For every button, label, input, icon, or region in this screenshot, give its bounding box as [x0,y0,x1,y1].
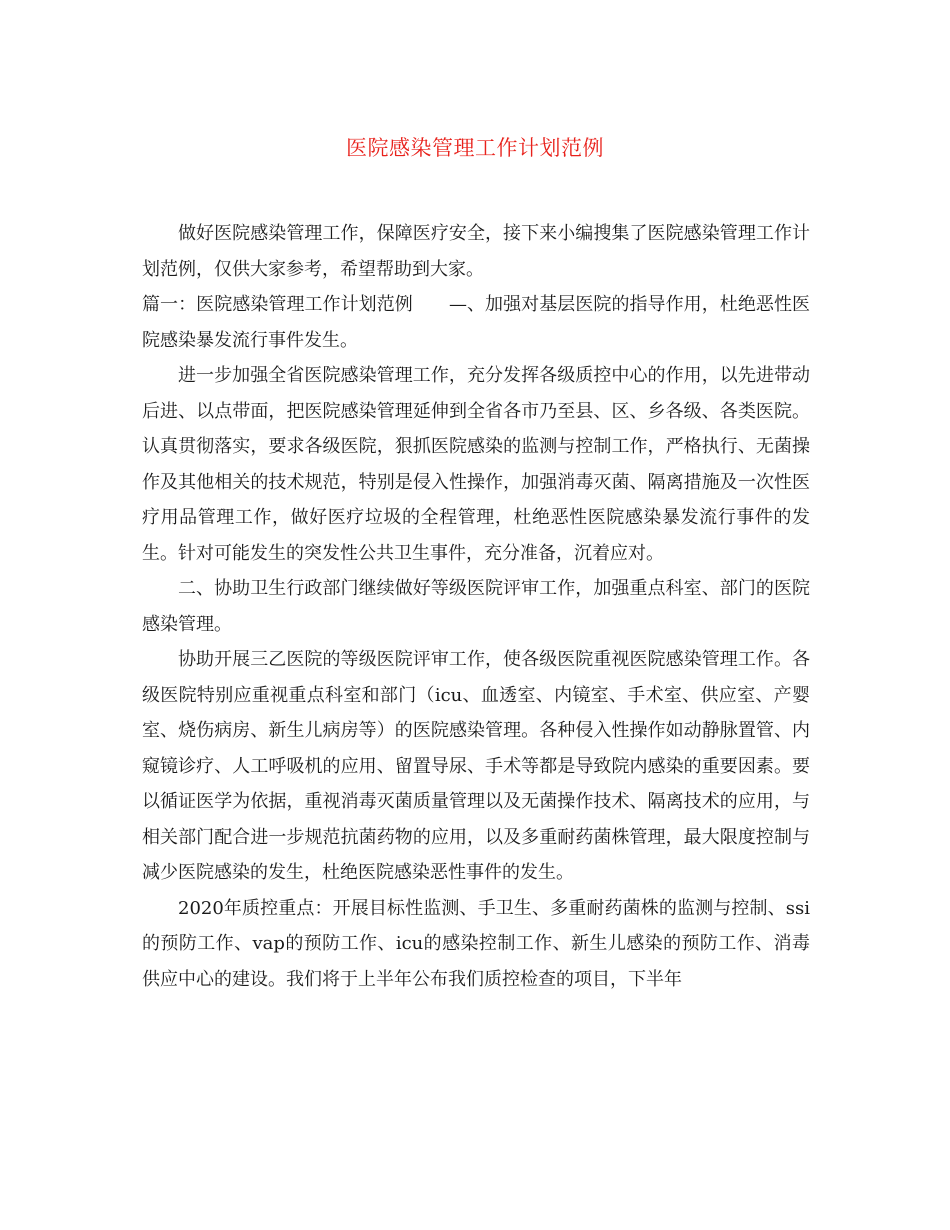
document-title: 医院感染管理工作计划范例 [346,136,604,160]
paragraph-section-one-heading: 篇一：医院感染管理工作计划范例 —、加强对基层医院的指导作用，杜绝恶性医院感染暴发流行事件发生。 [142,294,810,351]
paragraph-section-two-heading: 二、协助卫生行政部门继续做好等级医院评审工作，加强重点科室、部门的医院感染管理。 [142,578,810,635]
paragraph-quality-control-focus: 2020年质控重点：开展目标性监测、手卫生、多重耐药菌株的监测与控制、ssi的预防工作、vap的预防工作、icu的感染控制工作、新生儿感染的预防工作、消毒供应中心的建设。我们将于上半年公布我们质控检查的项目，下半年 [142,897,810,990]
paragraph-intro: 做好医院感染管理工作，保障医疗安全，接下来小编搜集了医院感染管理工作计划范例，仅供大家参考，希望帮助到大家。 [142,223,810,280]
paragraph-section-one-body: 进一步加强全省医院感染管理工作，充分发挥各级质控中心的作用，以先进带动后进、以点带面，把医院感染管理延伸到全省各市乃至县、区、乡各级、各类医院。认真贯彻落实，要求各级医院，狠抓医院感染的监测与控制工作，严格执行、无菌操作及其他相关的技术规范，特别是侵入性操作，加强消毒灭菌、隔离措施及一次性医疗用品管理工作，做好医疗垃圾的全程管理，杜绝恶性医院感染暴发流行事件的发生。针对可能发生的突发性公共卫生事件，充分准备，沉着应对。 [142,365,810,564]
paragraph-section-two-body: 协助开展三乙医院的等级医院评审工作，使各级医院重视医院感染管理工作。各级医院特别应重视重点科室和部门（icu、血透室、内镜室、手术室、供应室、产婴室、烧伤病房、新生儿病房等）的医院感染管理。各种侵入性操作如动静脉置管、内窥镜诊疗、人工呼吸机的应用、留置导尿、手术等都是导致院内感染的重要因素。要以循证医学为依据，重视消毒灭菌质量管理以及无菌操作技术、隔离技术的应用，与相关部门配合进一步规范抗菌药物的应用，以及多重耐药菌株管理，最大限度控制与减少医院感染的发生，杜绝医院感染恶性事件的发生。 [142,649,810,883]
document-body [142,216,810,997]
